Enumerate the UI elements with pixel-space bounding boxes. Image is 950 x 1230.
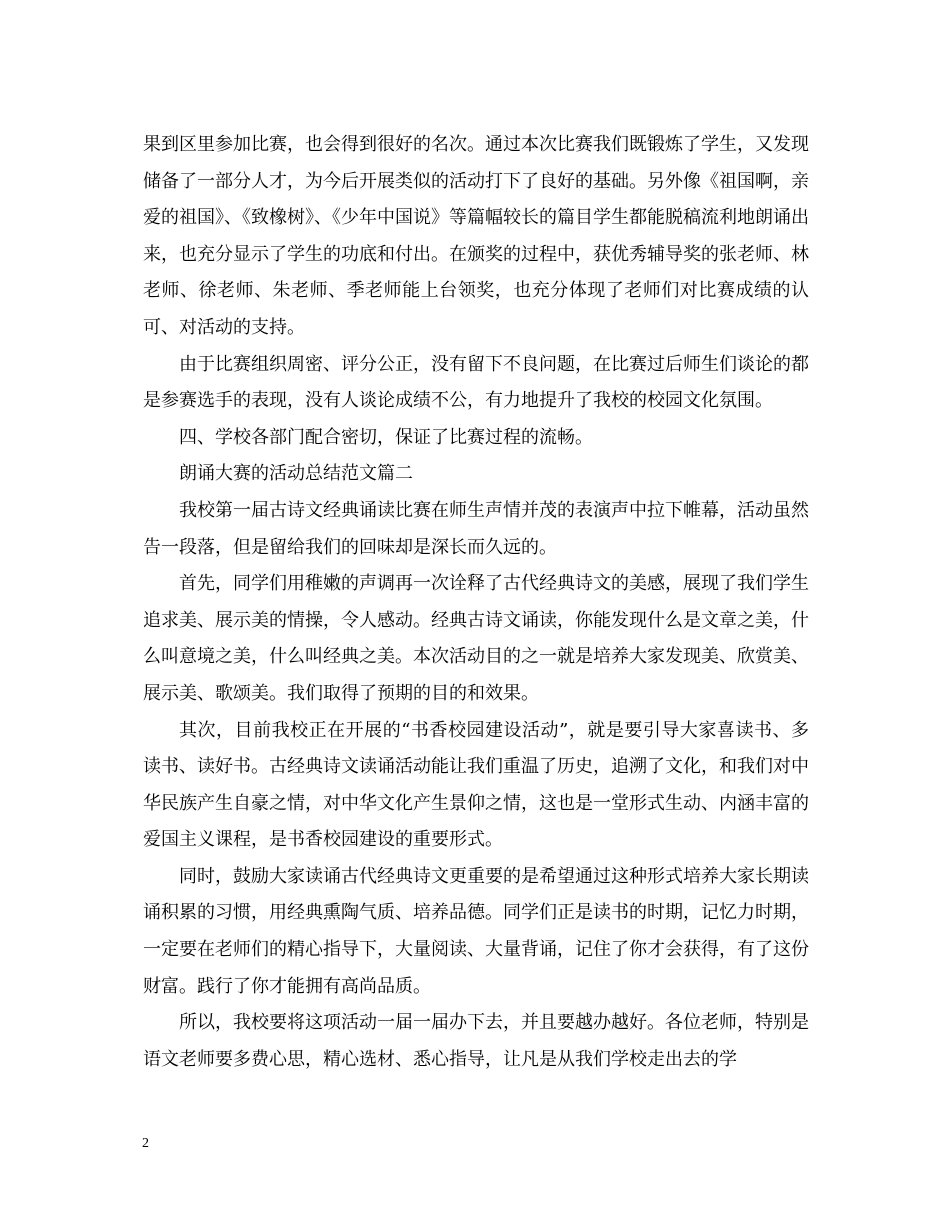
- paragraph: 首先，同学们用稚嫩的声调再一次诠释了古代经典诗文的美感，展现了我们学生追求美、展示美的情操，令人感动。经典古诗文诵读，你能发现什么是文章之美，什么叫意境之美，什么叫经典之美。本次活动目的之一就是培养大家发现美、欣赏美、展示美、歌颂美。我们取得了预期的目的和效果。: [143, 573, 809, 704]
- paragraph: 我校第一届古诗文经典诵读比赛在师生声情并茂的表演声中拉下帷幕，活动虽然告一段落，但是留给我们的回味却是深长而久远的。: [143, 499, 809, 558]
- paragraph: 所以，我校要将这项活动一届一届办下去，并且要越办越好。各位老师，特别是语文老师要多费心思，精心选材、悉心指导，让凡是从我们学校走出去的学: [143, 1012, 809, 1070]
- paragraph: 其次，目前我校正在开展的“书香校园建设活动”，就是要引导大家喜读书、多读书、读好书。古经典诗文读诵活动能让我们重温了历史，追溯了文化，和我们对中华民族产生自豪之情，对中华文化产生景仰之情，这也是一堂形式生动、内涵丰富的爱国主义课程，是书香校园建设的重要形式。: [143, 719, 809, 851]
- paragraph: 果到区里参加比赛，也会得到很好的名次。通过本次比赛我们既锻炼了学生，又发现储备了一部分人才，为今后开展类似的活动打下了良好的基础。另外像《祖国啊，亲爱的祖国》、《致橡树》、《少年中国说》等篇幅较长的篇目学生都能脱稿流利地朗诵出来，也充分显示了学生的功底和付出。在颁奖的过程中，获优秀辅导奖的张老师、林老师、徐老师、朱老师、季老师能上台领奖，也充分体现了老师们对比赛成绩的认可、对活动的支持。: [143, 134, 809, 338]
- paragraph: 同时，鼓励大家读诵古代经典诗文更重要的是希望通过这种形式培养大家长期读诵积累的习惯，用经典熏陶气质、培养品德。同学们正是读书的时期，记忆力时期，一定要在老师们的精心指导下，大量阅读、大量背诵，记住了你才会获得，有了这份财富。践行了你才能拥有高尚品质。: [143, 865, 809, 997]
- paragraph: 四、学校各部门配合密切，保证了比赛过程的流畅。: [179, 426, 593, 448]
- section-heading: 朗诵大赛的活动总结范文篇二: [179, 463, 413, 485]
- page-number: 2: [142, 1136, 149, 1151]
- paragraph: 由于比赛组织周密、评分公正，没有留下不良问题，在比赛过后师生们谈论的都是参赛选手的表现，没有人谈论成绩不公，有力地提升了我校的校园文化氛围。: [143, 353, 809, 412]
- body-text: [143, 127, 809, 1078]
